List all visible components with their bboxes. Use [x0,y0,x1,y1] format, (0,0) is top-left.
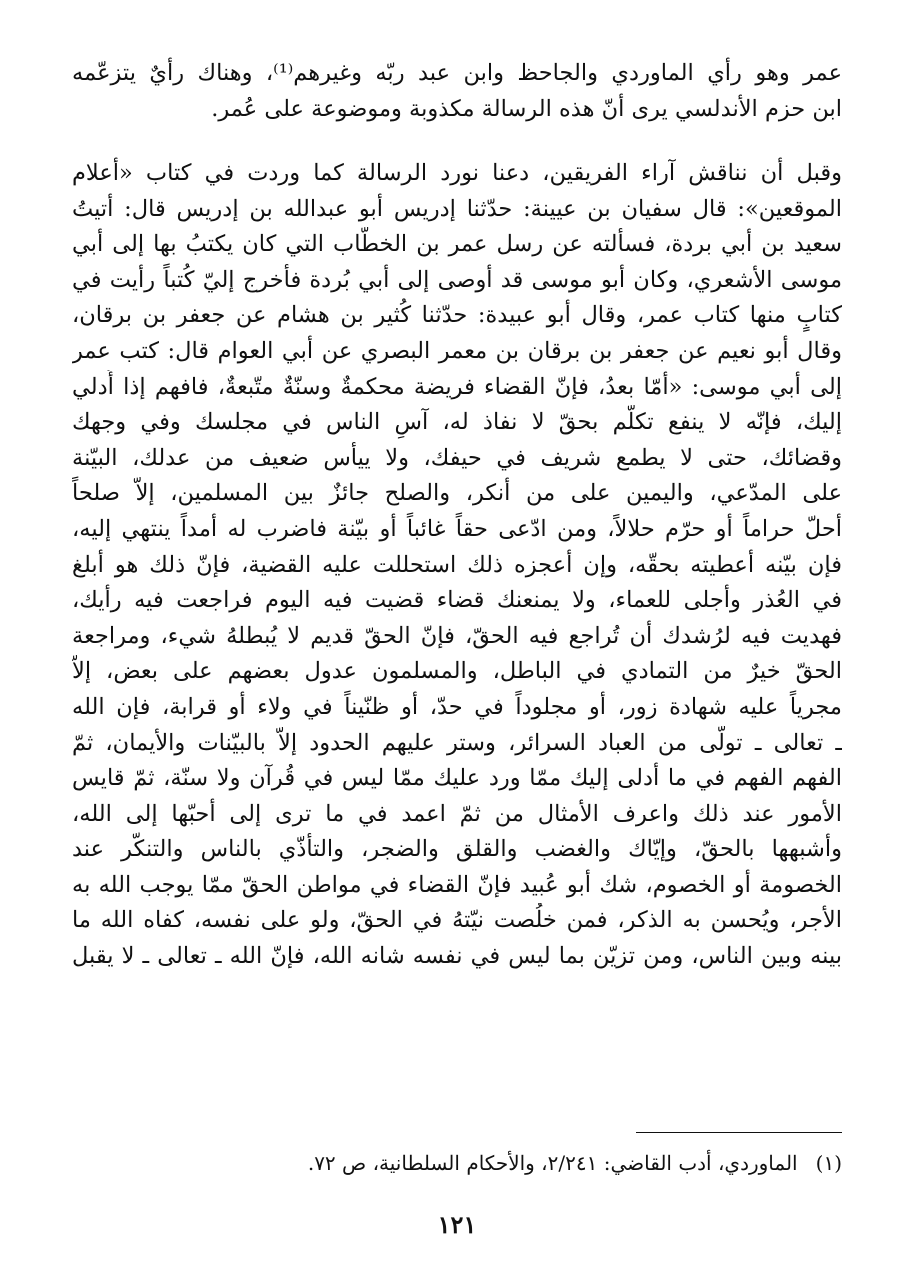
text-line: الأمور عند ذلك واعرف الأمثال من ثمّ اعمد في ما ترى إلى أحبّها إلى الله، [72,800,842,827]
text-line: مجرياً عليه شهادة زور، أو مجلوداً في حدّ، أو ظنّيناً في ولاء أو قرابة، فإن الله [72,693,842,720]
page [72,56,842,1256]
text-line: إليك، فإنّه لا ينفع تكلّم بحقّ لا نفاذ له، آسِ الناس في مجلسك وفي وجهك [72,409,842,436]
text-line: فهديت فيه لرُشدك أن تُراجع فيه الحقّ، فإنّ الحقّ قديم لا يُبطلهُ شيء، ومراجعة [72,622,842,649]
footnote [72,1148,842,1178]
text-line: إلى أبي موسى: «أمّا بعدُ، فإنّ القضاء فريضة محكمةٌ وسنّةٌ متّبعةٌ، فافهم إذا أُدلي [72,373,842,400]
footnote-marker: (١) [815,1151,842,1175]
paragraph-2 [72,156,842,975]
text-line: الموقعين»: قال سفيان بن عيينة: حدّثنا إدريس أبو عبدالله بن إدريس قال: أتيتُ [72,195,842,222]
text-line: كتابٍ منها كتاب عمر، وقال أبو عبيدة: حدّثنا كُثير بن هشام عن جعفر بن برقان، [72,302,842,329]
text-line: أحلّ حراماً أو حرّم حلالاً، ومن ادّعى حقاً غائباً أو بيّنة فاضرب له أمداً ينتهي إليه، [72,515,842,542]
text-line: الفهم الفهم في ما أدلى إليك ممّا ورد عليك ممّا ليس في قُرآن ولا سنّة، ثمّ قايس [72,765,842,792]
text-line: فإن بيّنه أعطيته بحقّه، وإن أعجزه ذلك استحللت عليه القضية، فإنّ ذلك هو أبلغ [72,551,842,578]
text-line: وقال أبو نعيم عن جعفر بن برقان بن معمر البصري عن أبي العوام قال: كتب عمر [72,337,842,364]
text-line: موسى الأشعري، وكان أبو موسى قد أوصى إلى أبي بُردة فأخرج إليّ كُتباً رأيت في [72,266,842,293]
text-line: الخصومة أو الخصوم، شك أبو عُبيد فإنّ القضاء في مواطن الحقّ ممّا يوجب الله به [72,871,842,898]
text-line: عمر وهو رأي الماوردي والجاحظ وابن عبد ربّه وغيرهم⁽¹⁾، وهناك رأيٌ يتزعّمه [72,60,842,86]
text-line: الحقّ خيرٌ من التمادي في الباطل، والمسلمون عدول بعضهم على بعض، إلاّ [72,658,842,685]
paragraph-1 [72,56,842,127]
text-line: على المدّعي، واليمين على من أنكر، والصلح جائزٌ بين المسلمين، إلاّ صلحاً [72,480,842,507]
text-line: وأشبهها بالحقّ، وإيّاك والغضب والقلق والضجر، والتأذّي بالناس والتنكّر عند [72,836,842,863]
footnote-text: الماوردي، أدب القاضي: ٢/٢٤١، والأحكام السلطانية، ص ٧٢. [307,1151,798,1175]
text-line: في العُذر وأجلى للعماء، ولا يمنعنك قضاء قضيت فيه اليوم فراجعت فيه رأيك، [72,587,842,614]
text-line: الأجر، ويُحسن به الذكر، فمن خلُصت نيّتهُ في الحقّ، ولو على نفسه، كفاه الله ما [72,907,842,934]
text-line: سعيد بن أبي بردة، فسألته عن رسل عمر بن الخطّاب التي كان يكتبُ بها إلى أبي [72,231,842,258]
text-line: وقضائك، حتى لا يطمع شريف في حيفك، ولا ييأس ضعيف من عدلك، البيّنة [72,444,842,471]
text-line: بينه وبين الناس، ومن تزيّن بما ليس في نفسه شانه الله، فإنّ الله ـ تعالى ـ لا يقبل [72,943,842,970]
page-number: ١٢١ [437,1210,477,1239]
text-line: ابن حزم الأندلسي يرى أنّ هذه الرسالة مكذوبة وموضوعة على عُمر. [211,95,842,122]
text-line: وقبل أن نناقش آراء الفريقين، دعنا نورد الرسالة كما وردت في كتاب «أعلام [72,160,842,186]
footnote-divider [636,1132,842,1133]
text-line: ـ تعالى ـ تولّى من العباد السرائر، وستر عليهم الحدود إلاّ بالبيّنات والأيمان، ثمّ [72,729,842,756]
